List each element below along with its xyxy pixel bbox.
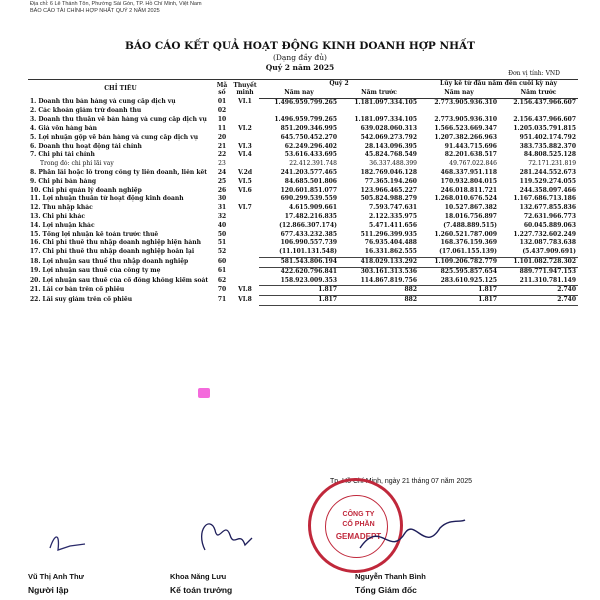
table-row bbox=[28, 98, 578, 107]
row-ytd-this-year: 1.268.010.676.524 bbox=[434, 195, 497, 203]
income-statement-table bbox=[28, 79, 578, 306]
table-row bbox=[28, 239, 578, 248]
row-ytd-last-year: 132.677.855.836 bbox=[519, 204, 577, 212]
row-ytd-this-year: 1.207.382.266.963 bbox=[434, 133, 497, 141]
row-ytd-this-year: 1.260.521.787.009 bbox=[434, 230, 497, 238]
row-quarter-this-year: (12.866.307.174) bbox=[279, 221, 337, 229]
row-quarter-last-year: 882 bbox=[339, 296, 419, 306]
company-address: Địa chỉ: 6 Lê Thánh Tôn, Phường Sài Gòn, TP. Hồ Chí Minh, Việt Nam bbox=[30, 1, 202, 7]
row-quarter-last-year: 16.331.862.555 bbox=[339, 248, 419, 257]
row-code: 01 bbox=[217, 98, 227, 106]
table-row bbox=[28, 134, 578, 143]
row-quarter-last-year: 28.143.096.395 bbox=[364, 142, 417, 150]
row-note: VI.8 bbox=[238, 296, 252, 304]
row-ytd-this-year: 468.337.951.118 bbox=[440, 168, 497, 176]
row-quarter-this-year: 581.543.806.194 bbox=[259, 257, 339, 267]
row-label: 2. Các khoản giảm trừ doanh thu bbox=[30, 107, 142, 115]
row-quarter-this-year: 106.990.557.739 bbox=[280, 239, 337, 247]
row-ytd-this-year: 2.773.905.936.310 bbox=[434, 116, 497, 124]
row-note bbox=[231, 213, 259, 222]
row-quarter-last-year: 123.966.465.227 bbox=[360, 186, 417, 194]
col-header-q-last-year: Năm trước bbox=[339, 89, 419, 98]
row-ytd-last-year: 281.244.552.673 bbox=[519, 168, 577, 176]
row-quarter-last-year: 114.867.819.756 bbox=[339, 277, 419, 286]
row-ytd-this-year: (17.061.155.139) bbox=[419, 248, 499, 257]
table-body bbox=[28, 98, 578, 305]
row-ytd-last-year: 211.310.781.149 bbox=[499, 277, 578, 286]
row-quarter-last-year: 45.824.768.549 bbox=[364, 151, 417, 159]
row-ytd-this-year: 1.817 bbox=[419, 286, 499, 296]
row-code: 24 bbox=[217, 168, 227, 176]
row-code: 60 bbox=[217, 257, 227, 265]
table-row bbox=[28, 257, 578, 267]
row-quarter-last-year: 1.181.097.334.105 bbox=[354, 116, 417, 124]
row-code: 20 bbox=[217, 133, 227, 141]
row-ytd-this-year: (7.488.889.515) bbox=[443, 221, 497, 229]
col-header-ytd-last-year: Năm trước bbox=[499, 89, 578, 98]
row-ytd-this-year bbox=[419, 107, 499, 116]
row-label: 7. Chi phí tài chính bbox=[30, 151, 95, 159]
table-row bbox=[28, 213, 578, 222]
table-row bbox=[28, 187, 578, 196]
row-quarter-this-year bbox=[259, 107, 339, 116]
row-label: 8. Phần lãi hoặc lỗ trong công ty liên doanh, liên kết bbox=[30, 168, 208, 176]
row-quarter-last-year: 76.935.404.488 bbox=[364, 239, 417, 247]
preparer-title: Người lập bbox=[28, 585, 69, 595]
row-ytd-this-year: 18.016.756.897 bbox=[444, 212, 497, 220]
row-ytd-this-year: 825.595.857.654 bbox=[440, 267, 497, 275]
col-header-ytd-this-year: Năm nay bbox=[419, 89, 499, 98]
row-ytd-this-year: 49.767.022.846 bbox=[449, 160, 497, 168]
row-label: Trong đó: chi phí lãi vay bbox=[40, 160, 114, 168]
accountant-title: Kế toán trưởng bbox=[170, 585, 233, 595]
table-row bbox=[28, 195, 578, 204]
col-header-code: Mã số bbox=[213, 80, 231, 99]
row-code: 21 bbox=[217, 142, 227, 150]
row-ytd-last-year: 72.171.231.819 bbox=[528, 160, 577, 168]
row-quarter-this-year: 645.750.452.270 bbox=[280, 133, 337, 141]
row-code: 51 bbox=[217, 239, 227, 247]
row-quarter-last-year: 5.471.411.656 bbox=[368, 221, 417, 229]
row-ytd-last-year: 60.045.889.063 bbox=[523, 221, 577, 229]
row-note: VI.3 bbox=[238, 142, 252, 150]
row-code: 26 bbox=[217, 186, 227, 194]
row-label: 19. Lợi nhuận sau thuế của công ty mẹ bbox=[30, 267, 161, 275]
row-ytd-last-year: 889.771.947.153 bbox=[519, 267, 577, 275]
row-quarter-this-year: 677.433.232.385 bbox=[280, 230, 337, 238]
row-quarter-last-year: 505.824.988.279 bbox=[360, 195, 417, 203]
row-ytd-last-year bbox=[499, 107, 578, 116]
row-note bbox=[231, 195, 259, 204]
row-code: 61 bbox=[217, 267, 227, 275]
row-ytd-last-year: 383.735.882.370 bbox=[519, 142, 577, 150]
row-quarter-this-year: 22.412.391.748 bbox=[289, 160, 337, 168]
row-quarter-this-year: 1.817 bbox=[259, 286, 339, 296]
row-label: 22. Lãi suy giảm trên cổ phiếu bbox=[30, 296, 133, 304]
row-ytd-last-year: 1.205.035.791.815 bbox=[513, 124, 577, 132]
row-note: VI.5 bbox=[238, 177, 252, 185]
row-code: 32 bbox=[217, 212, 227, 220]
row-quarter-last-year: 2.122.335.975 bbox=[368, 212, 417, 220]
row-label: 11. Lợi nhuận thuần từ hoạt động kinh doanh bbox=[30, 195, 184, 203]
row-quarter-last-year: 303.161.313.536 bbox=[360, 267, 417, 275]
row-quarter-last-year: 182.769.046.128 bbox=[360, 168, 417, 176]
row-ytd-last-year: 2.156.437.966.607 bbox=[513, 116, 577, 124]
row-note: VI.7 bbox=[238, 204, 252, 212]
row-code: 71 bbox=[217, 296, 227, 304]
row-note bbox=[231, 116, 259, 125]
row-code: 70 bbox=[217, 286, 227, 294]
director-title: Tổng Giám đốc bbox=[355, 585, 417, 595]
row-quarter-this-year: 422.620.796.841 bbox=[280, 267, 337, 275]
row-label: 10. Chi phí quản lý doanh nghiệp bbox=[30, 186, 142, 194]
row-ytd-this-year: 2.773.905.936.310 bbox=[434, 98, 497, 106]
row-ytd-last-year: 1.167.686.713.186 bbox=[513, 195, 577, 203]
seal-line-1: CÔNG TY bbox=[342, 511, 375, 518]
row-quarter-last-year: 36.337.488.399 bbox=[369, 160, 417, 168]
table-row bbox=[28, 267, 578, 276]
col-header-quarter: Quý 2 bbox=[259, 80, 419, 89]
row-ytd-this-year: 1.817 bbox=[419, 296, 499, 306]
row-quarter-last-year: 77.365.194.260 bbox=[364, 177, 417, 185]
row-label: 17. Chi phí thuế thu nhập doanh nghiệp hoãn lại bbox=[30, 248, 195, 256]
accountant-name: Khoa Năng Lưu bbox=[170, 572, 227, 581]
row-code: 31 bbox=[217, 204, 227, 212]
row-ytd-this-year: 1.566.523.669.347 bbox=[434, 124, 497, 132]
row-quarter-this-year: 120.601.851.077 bbox=[280, 186, 337, 194]
row-ytd-this-year: 246.018.811.721 bbox=[440, 186, 497, 194]
table-row bbox=[28, 143, 578, 152]
row-note bbox=[231, 134, 259, 143]
col-header-note: Thuyết minh bbox=[231, 80, 259, 99]
table-row bbox=[28, 169, 578, 178]
row-ytd-last-year: 951.402.174.792 bbox=[519, 133, 577, 141]
row-ytd-last-year: 72.631.966.773 bbox=[523, 212, 577, 220]
row-ytd-last-year: 119.529.274.055 bbox=[519, 177, 577, 185]
row-code: 10 bbox=[217, 116, 227, 124]
row-note: VI.2 bbox=[238, 124, 252, 132]
row-quarter-this-year: (11.101.131.548) bbox=[259, 248, 339, 257]
table-row bbox=[28, 125, 578, 134]
row-ytd-last-year: 1.101.082.728.302 bbox=[499, 257, 578, 267]
director-name: Nguyễn Thanh Bình bbox=[355, 572, 426, 581]
row-quarter-this-year: 1.496.959.799.265 bbox=[274, 98, 337, 106]
row-quarter-last-year: 542.069.273.792 bbox=[360, 133, 417, 141]
accountant-signature bbox=[190, 510, 260, 560]
row-ytd-last-year: 2.156.437.966.607 bbox=[513, 98, 577, 106]
row-note bbox=[231, 239, 259, 248]
row-quarter-last-year: 511.296.399.935 bbox=[360, 230, 417, 238]
col-header-item: CHỈ TIÊU bbox=[28, 80, 213, 99]
row-label: 21. Lãi cơ bản trên cổ phiếu bbox=[30, 286, 125, 294]
director-signature bbox=[350, 508, 470, 563]
row-note bbox=[231, 248, 259, 257]
seal-line-3: GEMADEPT bbox=[335, 532, 382, 541]
row-ytd-this-year: 168.376.159.369 bbox=[440, 239, 497, 247]
row-ytd-last-year: 2.740 bbox=[499, 286, 578, 296]
row-label: 6. Doanh thu hoạt động tài chính bbox=[30, 142, 142, 150]
row-quarter-last-year: 7.593.747.631 bbox=[368, 204, 417, 212]
row-quarter-this-year: 851.209.346.995 bbox=[280, 124, 337, 132]
row-note: VI.4 bbox=[238, 151, 252, 159]
table-row bbox=[28, 107, 578, 116]
row-label: 15. Tổng lợi nhuận kế toán trước thuế bbox=[30, 230, 159, 238]
row-quarter-this-year: 1.817 bbox=[259, 296, 339, 306]
table-row bbox=[28, 296, 578, 306]
col-header-q-this-year: Năm nay bbox=[259, 89, 339, 98]
row-code: 25 bbox=[217, 177, 227, 185]
row-note: VI.1 bbox=[238, 98, 252, 106]
row-quarter-this-year: 17.482.216.835 bbox=[284, 212, 337, 220]
row-note: VI.8 bbox=[238, 286, 252, 294]
row-ytd-last-year: 1.227.732.602.249 bbox=[513, 230, 577, 238]
row-note bbox=[231, 257, 259, 267]
row-note bbox=[231, 267, 259, 276]
row-label: 18. Lợi nhuận sau thuế thu nhập doanh nghiệp bbox=[30, 257, 189, 265]
preparer-signature bbox=[40, 528, 90, 558]
report-title: BÁO CÁO KẾT QUẢ HOẠT ĐỘNG KINH DOANH HỢP NHẤT bbox=[125, 40, 475, 52]
row-ytd-last-year: 244.358.097.466 bbox=[519, 186, 577, 194]
document-header-title: BÁO CÁO TÀI CHÍNH HỢP NHẤT QUÝ 2 NĂM 2025 bbox=[30, 8, 160, 14]
row-note: V.2d bbox=[237, 168, 253, 176]
row-quarter-this-year: 1.496.959.799.265 bbox=[274, 116, 337, 124]
row-label: 5. Lợi nhuận gộp về bán hàng và cung cấp dịch vụ bbox=[30, 133, 199, 141]
row-code: 22 bbox=[217, 151, 227, 159]
row-ytd-last-year: (5.437.909.691) bbox=[499, 248, 578, 257]
row-ytd-last-year: 84.808.525.128 bbox=[523, 151, 577, 159]
row-quarter-last-year: 418.029.133.292 bbox=[339, 257, 419, 267]
row-code: 40 bbox=[217, 221, 227, 229]
row-label: 13. Chi phí khác bbox=[30, 212, 86, 220]
row-code: 50 bbox=[217, 230, 227, 238]
row-label: 9. Chi phí bán hàng bbox=[30, 177, 97, 185]
row-ytd-this-year: 91.443.715.696 bbox=[444, 142, 497, 150]
table-row bbox=[28, 248, 578, 257]
table-row bbox=[28, 160, 578, 169]
row-ytd-this-year: 10.527.867.382 bbox=[444, 204, 497, 212]
col-header-ytd: Lũy kế từ đầu năm đến cuối kỳ này bbox=[419, 80, 578, 89]
highlight-marker bbox=[198, 388, 210, 398]
row-label: 16. Chi phí thuế thu nhập doanh nghiệp hiện hành bbox=[30, 239, 201, 247]
report-period: Quý 2 năm 2025 bbox=[265, 63, 335, 72]
row-code: 62 bbox=[217, 276, 227, 284]
table-row bbox=[28, 204, 578, 213]
currency-unit: Đơn vị tính: VND bbox=[508, 70, 560, 77]
table-row bbox=[28, 286, 578, 296]
table-row bbox=[28, 151, 578, 160]
row-quarter-last-year: 1.181.097.334.105 bbox=[354, 98, 417, 106]
row-ytd-last-year: 132.087.783.638 bbox=[519, 239, 577, 247]
row-ytd-this-year: 283.610.925.125 bbox=[419, 277, 499, 286]
table-row bbox=[28, 231, 578, 240]
row-quarter-this-year: 690.299.539.559 bbox=[280, 195, 337, 203]
row-quarter-this-year: 84.685.501.806 bbox=[284, 177, 337, 185]
row-note bbox=[231, 277, 259, 286]
row-note bbox=[231, 160, 259, 169]
row-quarter-this-year: 4.615.909.661 bbox=[288, 204, 337, 212]
row-note bbox=[231, 231, 259, 240]
row-note: VI.6 bbox=[238, 186, 252, 194]
table-row bbox=[28, 178, 578, 187]
row-code: 30 bbox=[217, 195, 227, 203]
row-label: 3. Doanh thu thuần về bán hàng và cung cấp dịch vụ bbox=[30, 116, 207, 124]
row-ytd-last-year: 2.740 bbox=[499, 296, 578, 306]
row-quarter-this-year: 53.616.433.695 bbox=[284, 151, 337, 159]
row-quarter-last-year bbox=[339, 107, 419, 116]
row-ytd-this-year: 1.109.206.782.779 bbox=[419, 257, 499, 267]
preparer-name: Vũ Thị Anh Thư bbox=[28, 572, 84, 581]
row-label: 20. Lợi nhuận sau thuế của cổ đông không kiểm soát bbox=[30, 276, 209, 284]
place-date: Tp. Hồ Chí Minh, ngày 21 tháng 07 năm 2025 bbox=[330, 478, 473, 485]
table-row bbox=[28, 277, 578, 286]
seal-line-2: CỔ PHẦN bbox=[342, 521, 375, 528]
row-quarter-last-year: 882 bbox=[339, 286, 419, 296]
row-note bbox=[231, 222, 259, 231]
row-label: 4. Giá vốn hàng bán bbox=[30, 124, 98, 132]
row-label: 1. Doanh thu bán hàng và cung cấp dịch vụ bbox=[30, 98, 176, 106]
row-quarter-this-year: 158.923.009.353 bbox=[259, 277, 339, 286]
table-row bbox=[28, 116, 578, 125]
row-code: 52 bbox=[217, 248, 227, 256]
row-label: 14. Lợi nhuận khác bbox=[30, 221, 95, 229]
row-quarter-this-year: 62.249.296.402 bbox=[284, 142, 337, 150]
row-note bbox=[231, 107, 259, 116]
row-code: 02 bbox=[217, 107, 227, 115]
row-quarter-this-year: 241.203.577.465 bbox=[280, 168, 337, 176]
row-ytd-this-year: 170.932.804.015 bbox=[440, 177, 497, 185]
report-subtitle: (Dạng đầy đủ) bbox=[272, 53, 327, 62]
row-quarter-last-year: 639.028.060.313 bbox=[360, 124, 417, 132]
row-ytd-this-year: 82.201.638.517 bbox=[444, 151, 497, 159]
row-code: 11 bbox=[217, 124, 227, 132]
row-label: 12. Thu nhập khác bbox=[30, 204, 93, 212]
row-code: 23 bbox=[218, 160, 226, 168]
table-row bbox=[28, 222, 578, 231]
